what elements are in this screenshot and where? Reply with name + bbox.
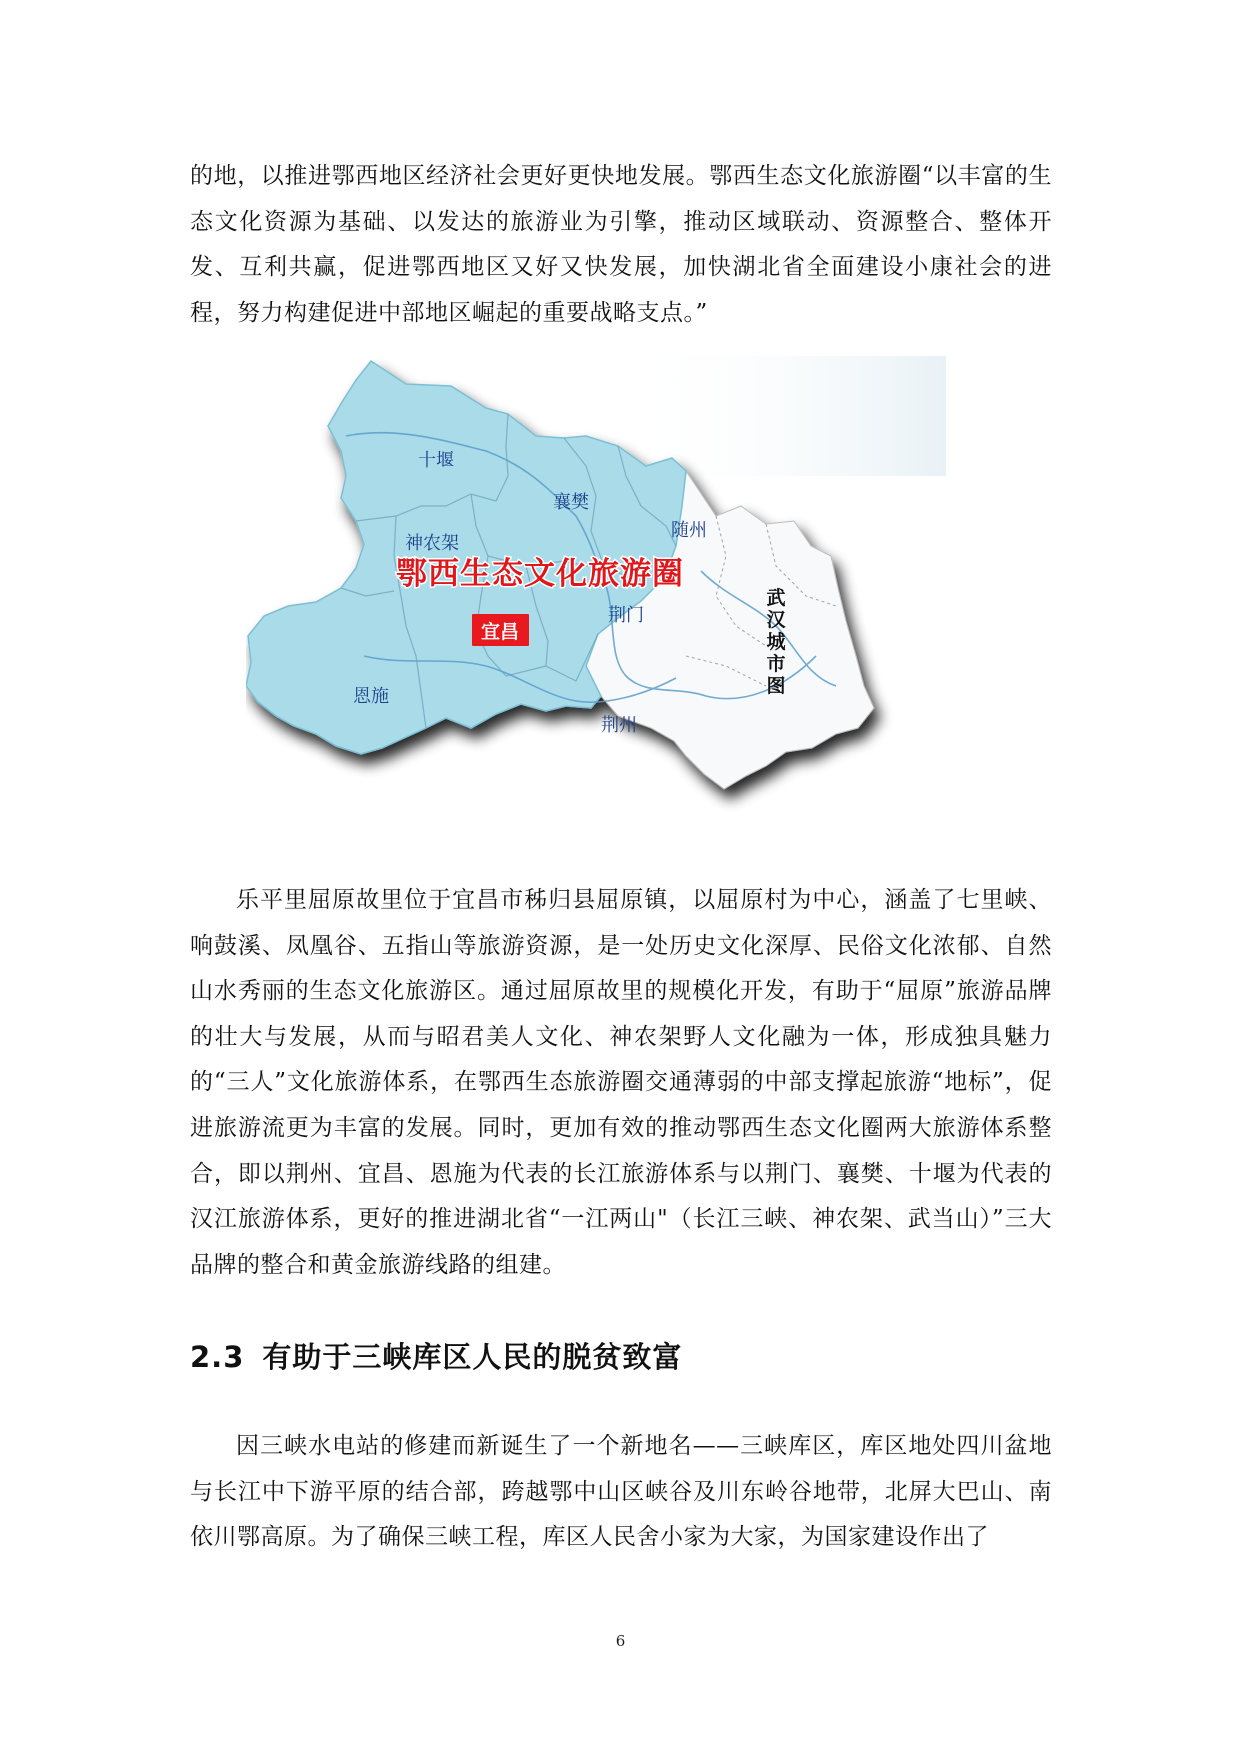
paragraph-1: 的地，以推进鄂西地区经济社会更好更快地发展。鄂西生态文化旅游圈“以丰富的生态文化资源为基础、以发达的旅游业为引擎，推动区域联动、资源整合、整体开发、互利共赢，促进鄂西地区又好又快发展，加快湖北省全面建设小康社会的进程，努力构建促进中部地区崛起的重要战略支点。”	[190, 163, 1052, 326]
section-heading	[190, 1335, 682, 1376]
map-background-fade	[626, 356, 946, 476]
page-number: 6	[615, 1632, 626, 1650]
map-figure	[246, 356, 946, 831]
wuhan-label	[766, 586, 786, 697]
label-shennongjia: 神农架	[405, 533, 459, 554]
hubei-map	[246, 356, 946, 831]
wuhan-char-3: 城	[766, 631, 786, 653]
label-enshi: 恩施	[353, 686, 389, 707]
section-number: 2.3	[190, 1340, 245, 1374]
section-title: 有助于三峡库区人民的脱贫致富	[262, 1340, 683, 1374]
wuhan-char-2: 汉	[766, 609, 786, 631]
label-jingmen: 荆门	[608, 605, 644, 626]
paragraph-2: 乐平里屈原故里位于宜昌市秭归县屈原镇，以屈原村为中心，涵盖了七里峡、响鼓溪、凤凰谷、五指山等旅游资源，是一处历史文化深厚、民俗文化浓郁、自然山水秀丽的生态文化旅游区。通过屈原故里的规模化开发，有助于“屈原”旅游品牌的壮大与发展，从而与昭君美人文化、神农架野人文化融为一体，形成独具魅力的“三人”文化旅游体系，在鄂西生态旅游圈交通薄弱的中部支撑起旅游“地标”，促进旅游流更为丰富的发展。同时，更加有效的推动鄂西生态文化圈两大旅游体系整合，即以荆州、宜昌、恩施为代表的长江旅游体系与以荆门、襄樊、十堰为代表的汉江旅游体系，更好的推进湖北省“一江两山"（长江三峡、神农架、武当山）”三大品牌的整合和黄金旅游线路的组建。	[190, 887, 1052, 1278]
wuhan-char-1: 武	[766, 587, 786, 609]
region-title: 鄂西生态文化旅游圈	[396, 556, 684, 592]
wuhan-char-5: 图	[766, 675, 786, 697]
label-yichang: 宜昌	[480, 621, 520, 643]
label-suizhou: 随州	[671, 520, 707, 541]
wuhan-char-4: 市	[766, 653, 786, 675]
label-jingzhou: 荆州	[601, 715, 637, 736]
label-shiyan: 十堰	[418, 450, 454, 471]
paragraph-3: 因三峡水电站的修建而新诞生了一个新地名——三峡库区，库区地处四川盆地与长江中下游平原的结合部，跨越鄂中山区峡谷及川东岭谷地带，北屏大巴山、南依川鄂高原。为了确保三峡工程，库区人民舍小家为大家，为国家建设作出了	[190, 1433, 1052, 1551]
label-xiangfan: 襄樊	[553, 492, 589, 513]
